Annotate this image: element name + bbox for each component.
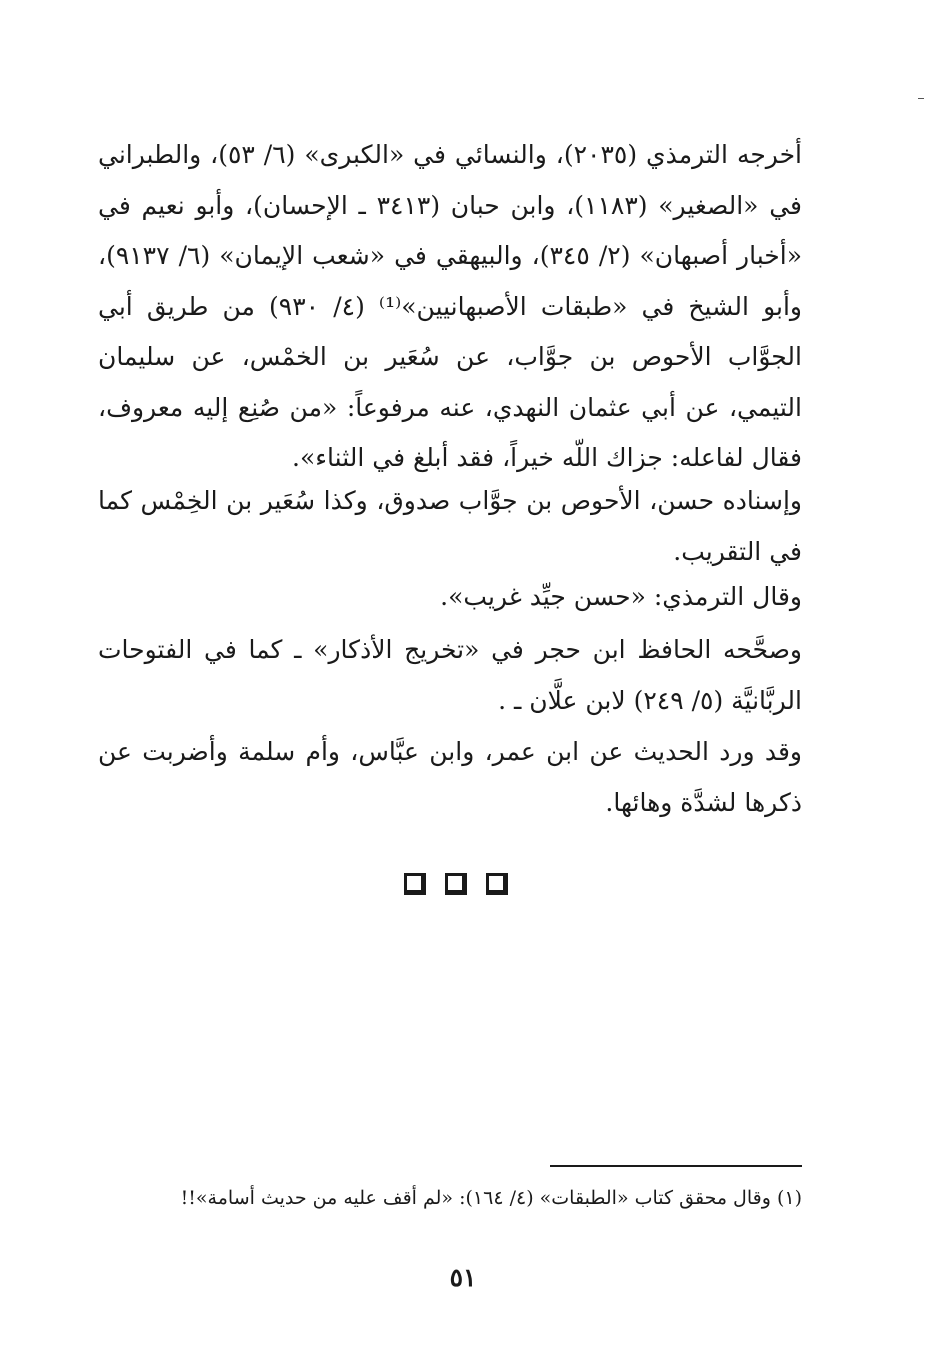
page-number: ٥١ — [449, 1263, 477, 1292]
separator-square-icon — [404, 873, 426, 895]
paragraph-tashih: وصحَّحه الحافظ ابن حجر في «تخريج الأذكار» ـ كما في الفتوحات الربَّانيَّة (٥/ ٢٤٩) لابن علَّان ـ . — [98, 635, 802, 715]
paragraph-tirmidhi: وقال الترمذي: «حسن جيِّد غريب». — [440, 582, 802, 611]
paragraph-isnad: وإسناده حسن، الأحوص بن جوَّاب صدوق، وكذا سُعَير بن الخِمْس كما في التقريب. — [98, 486, 802, 566]
footnote-divider — [550, 1165, 802, 1167]
separator-square-icon — [486, 873, 508, 895]
footnote: (١) وقال محقق كتاب «الطبقات» (٤/ ١٦٤): «لم أقف عليه من حديث أسامة»!! — [180, 1187, 802, 1209]
paragraph-takhrij: أخرجه الترمذي (٢٠٣٥)، والنسائي في «الكبرى» (٦/ ٥٣)، والطبراني في «الصغير» (١١٨٣)، وابن حبان (٣٤١٣ ـ الإحسان)، وأبو نعيم في «أخبار أصبهان» (٢/ ٣٤٥)، والبيهقي في «شعب الإيمان» (٦/ ٩١٣٧)، وأبو الشيخ في «طبقات الأصبهانيين»⁽¹⁾ (٤/ ٩٣٠) من طريق أبي الجوَّاب الأحوص بن جوَّاب، عن سُعَير بن الخمْس، عن سليمان التيمي، عن أبي عثمان النهدي، عنه مرفوعاً: «من صُنِع إليه معروف، فقال لفاعله: جزاك اللّه خيراً، فقد أبلغ في الثناء». — [98, 140, 802, 472]
margin-mark-top — [918, 98, 924, 99]
section-separator-icon — [404, 873, 508, 899]
paragraph-other-narrations: وقد ورد الحديث عن ابن عمر، وابن عبَّاس، وأم سلمة وأضربت عن ذكرها لشدَّة وهائها. — [98, 737, 802, 817]
separator-square-icon — [445, 873, 467, 895]
